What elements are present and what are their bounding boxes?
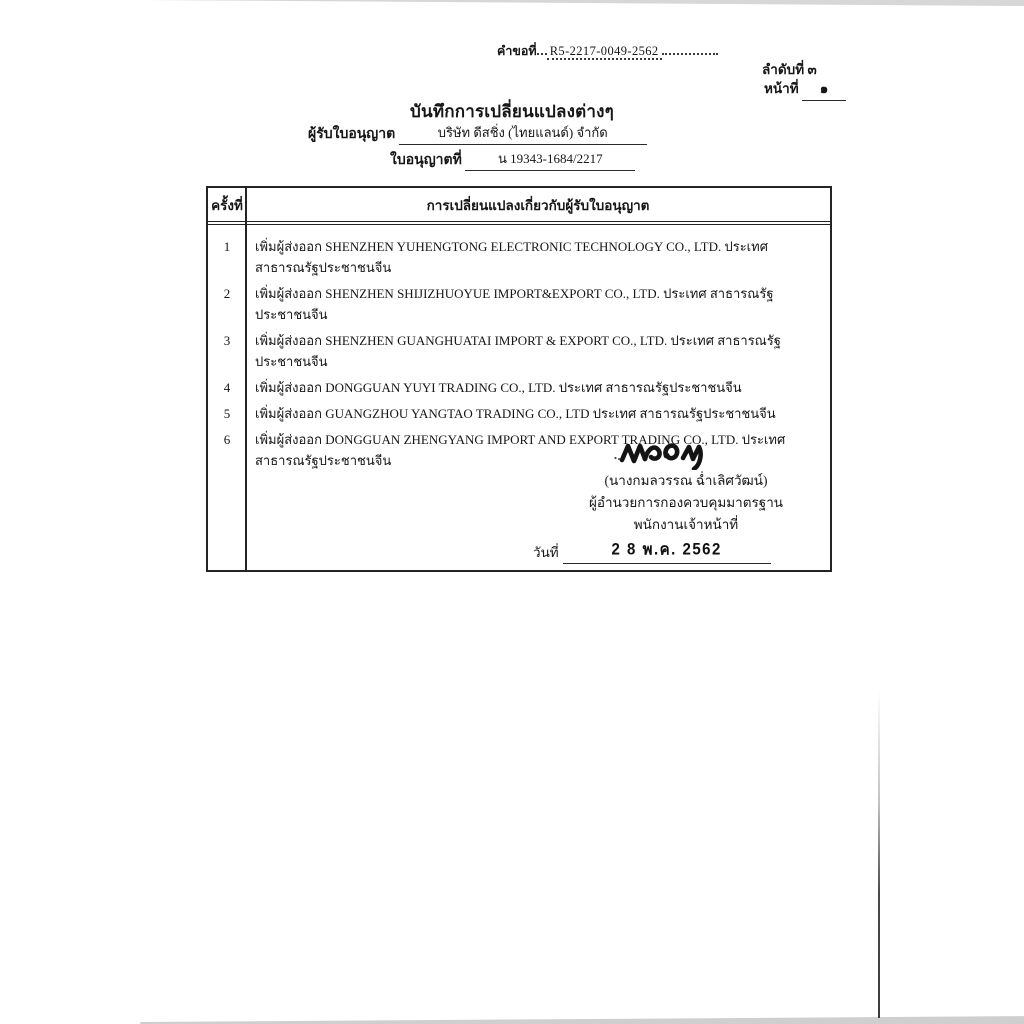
handwritten-signature-icon [614, 436, 726, 470]
row-number: 4 [223, 380, 231, 395]
signer-name: (นางกมลวรรณ ฉ่ำเลิศวัฒน์) [604, 473, 768, 488]
row-text: เพิ่มผู้ส่งออก SHENZHEN GUANGHUATAI IMPORT & EXPORT CO., LTD. ประเทศ สาธารณรัฐประชาชนจีน [255, 333, 781, 369]
scan-edge-top [0, 0, 1024, 6]
license-number-value: น 19343-1684/2217 [465, 148, 635, 171]
signer-title: ผู้อำนวยการกองควบคุมมาตรฐาน [588, 495, 784, 510]
table-header-row [208, 188, 830, 225]
table-row [208, 236, 830, 278]
dotted-leader [662, 43, 718, 55]
date-line [533, 539, 827, 564]
row-text: เพิ่มผู้ส่งออก DONGGUAN ZHENGYANG IMPORT AND EXPORT TRADING CO., LTD. ประเทศ สาธารณรัฐประชาชนจีน [255, 432, 786, 468]
row-number: 2 [223, 286, 231, 301]
row-text: เพิ่มผู้ส่งออก SHENZHEN SHIJIZHUOYUE IMPORT&EXPORT CO., LTD. ประเทศ สาธารณรัฐประชาชนจีน [255, 286, 774, 322]
date-underline [563, 539, 771, 564]
table-row [208, 377, 830, 398]
table-row [208, 330, 830, 372]
page-number-value: ๑ [802, 77, 846, 101]
row-number: 3 [223, 333, 231, 348]
table-header-change: การเปลี่ยนแปลงเกี่ยวกับผู้รับใบอนุญาต [426, 197, 650, 213]
licensee-label: ผู้รับใบอนุญาต [308, 127, 396, 142]
page-title: บันทึกการเปลี่ยนแปลงต่างๆ [410, 102, 614, 121]
request-number-line [497, 41, 718, 61]
dotted-leader [537, 43, 547, 55]
license-number-line [390, 148, 635, 171]
row-number: 6 [223, 432, 231, 447]
licensee-line [308, 122, 647, 145]
table-body [208, 225, 830, 471]
table-column-divider [245, 188, 247, 570]
row-text: เพิ่มผู้ส่งออก SHENZHEN YUHENGTONG ELECTRONIC TECHNOLOGY CO., LTD. ประเทศ สาธารณรัฐประชาชนจีน [255, 239, 768, 275]
date-stamp: 2 8 พ.ค. 2562 [611, 540, 722, 559]
row-number: 5 [223, 406, 231, 421]
signature-block [533, 436, 827, 564]
licensee-value: บริษัท ดีสชิ่ง (ไทยแลนด์) จำกัด [399, 122, 647, 145]
row-text: เพิ่มผู้ส่งออก GUANGZHOU YANGTAO TRADING CO., LTD ประเทศ สาธารณรัฐประชาชนจีน [255, 406, 776, 421]
order-number-value: ๓ [807, 62, 817, 77]
row-number: 1 [223, 239, 231, 254]
table-row [208, 283, 830, 325]
license-number-label: ใบอนุญาตที่ [390, 153, 462, 168]
table-row [208, 403, 830, 424]
signer-role: พนักงานเจ้าหน้าที่ [633, 517, 739, 532]
scan-artifact-line [878, 690, 880, 1018]
scan-edge-bottom [0, 1015, 1024, 1024]
table-header-no: ครั้งที่ [211, 197, 243, 213]
page-number-label: หน้าที่ [764, 81, 799, 96]
request-number-value: R5-2217-0049-2562 [547, 44, 662, 60]
date-label: วันที่ [533, 545, 559, 560]
request-number-label: คำขอที่ [497, 44, 537, 58]
row-text: เพิ่มผู้ส่งออก DONGGUAN YUYI TRADING CO., LTD. ประเทศ สาธารณรัฐประชาชนจีน [255, 380, 742, 395]
order-number-label: ลำดับที่ [762, 62, 805, 77]
